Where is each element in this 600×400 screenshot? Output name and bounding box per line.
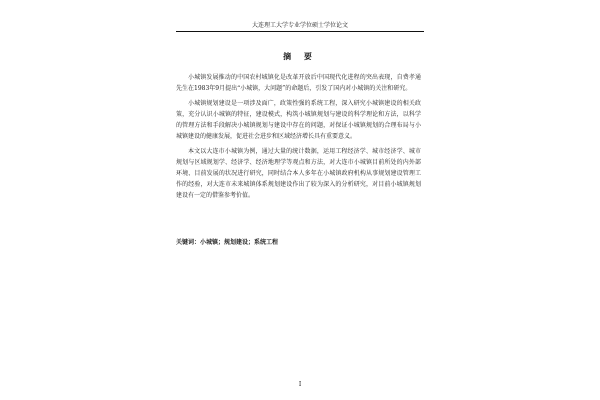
header-rule [176,31,424,32]
abstract-paragraph-1: 小城镇发展推动的中国农村城镇化是改革开放后中国现代化进程的突出表现，自费孝通先生在1983年9月提出“小城镇，大问题”的命题后，引发了国内对小城镇的关注和研究。 [176,74,421,92]
abstract-paragraph-2: 小城镇规划建设是一项涉及面广，政策性强的系统工程，深入研究小城镇建设的相关政策，充分认识小城镇的特征，建设模式，构筑小城镇规划与建设的科学理论和方法，以科学的管理方法和手段解决小城镇规划与建设中存在的问题，对保证小城镇规划的合理布局与小城镇建设的健康发展，促进社会进步和区域经济增长具有重要意义。 [176,100,421,140]
abstract-body [176,72,421,205]
page-number: I [298,381,302,388]
running-header: 大连理工大学专业学位硕士学位论文 [251,22,348,29]
keywords-line: 关键词：小城镇；规划建设；系统工程 [176,239,279,246]
abstract-title: 摘 要 [283,51,317,61]
abstract-paragraph-3: 本文以大连市小城镇为例，通过大量的统计数据，运用工程经济学、城市经济学、城市规划与区域规划学、经济学、经济地理学等观点和方法，对大连市小城镇目前所处的内外部环境、目前发展的状况进行研究，同时结合本人多年在小城镇政府机构从事规划建设管理工作的经验，对大连市未来城镇体系规划建设作出了较为深入的分析研究，对目前小城镇规划建设有一定的借鉴参考价值。 [176,148,421,199]
